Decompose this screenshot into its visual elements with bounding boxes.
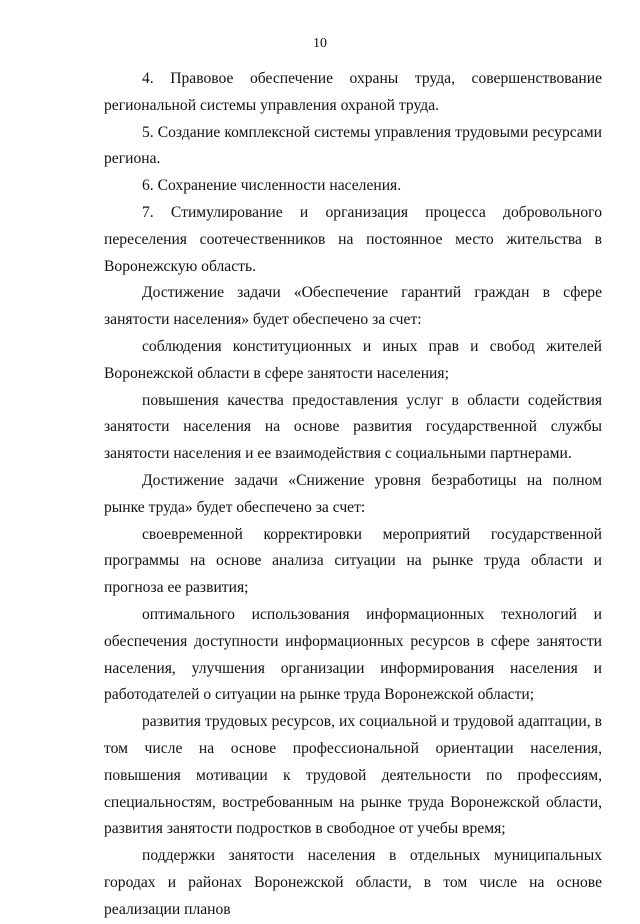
paragraph-item-7: 7. Стимулирование и организация процесса добровольного переселения соотечественников на постоянное место жительства в Воронежскую область. [104, 203, 602, 275]
page-number: 10 [313, 36, 327, 51]
paragraph-item-4: 4. Правовое обеспечение охраны труда, совершенствование региональной системы управления охраной труда. [104, 70, 602, 114]
paragraph-labor-resources: развития трудовых ресурсов, их социальной и трудовой адаптации, в том числе на основе профессиональной ориентации населения, повышения мотивации к трудовой деятельности по профессиям, специальностям, востребованным на рынке труда Воронежской области, развития занятости подростков в свободное от учебы время; [104, 713, 602, 838]
paragraph-municipal-support: поддержки занятости населения в отдельных муниципальных городах и районах Воронежской области, в том числе на основе реализации планов [104, 847, 602, 918]
paragraph-item-6: 6. Сохранение численности населения. [142, 177, 402, 195]
paragraph-information-technologies: оптимального использования информационных технологий и обеспечения доступности информационных ресурсов в сфере занятости населения, улучшения организации информирования населения и работодателей о ситуации на рынке труда Воронежской области; [104, 605, 602, 704]
paragraph-item-5: 5. Создание комплексной системы управления трудовыми ресурсами региона. [104, 123, 602, 168]
paragraph-task-employment-guarantees: Достижение задачи «Обеспечение гарантий граждан в сфере занятости населения» будет обеспечено за счет: [104, 284, 602, 329]
paragraph-program-adjustment: своевременной корректировки мероприятий государственной программы на основе анализа ситуации на рынке труда области и прогноза ее развития; [104, 525, 602, 597]
document-body [104, 66, 602, 924]
paragraph-task-unemployment-reduction: Достижение задачи «Снижение уровня безработицы на полном рынке труда» будет обеспечено за счет: [104, 471, 602, 516]
paragraph-service-quality: повышения качества предоставления услуг в области содействия занятости населения на основе развития государственной службы занятости населения и ее взаимодействия с социальными партнерами. [104, 391, 602, 463]
paragraph-rights-compliance: соблюдения конституционных и иных прав и свобод жителей Воронежской области в сфере занятости населения; [104, 337, 602, 382]
